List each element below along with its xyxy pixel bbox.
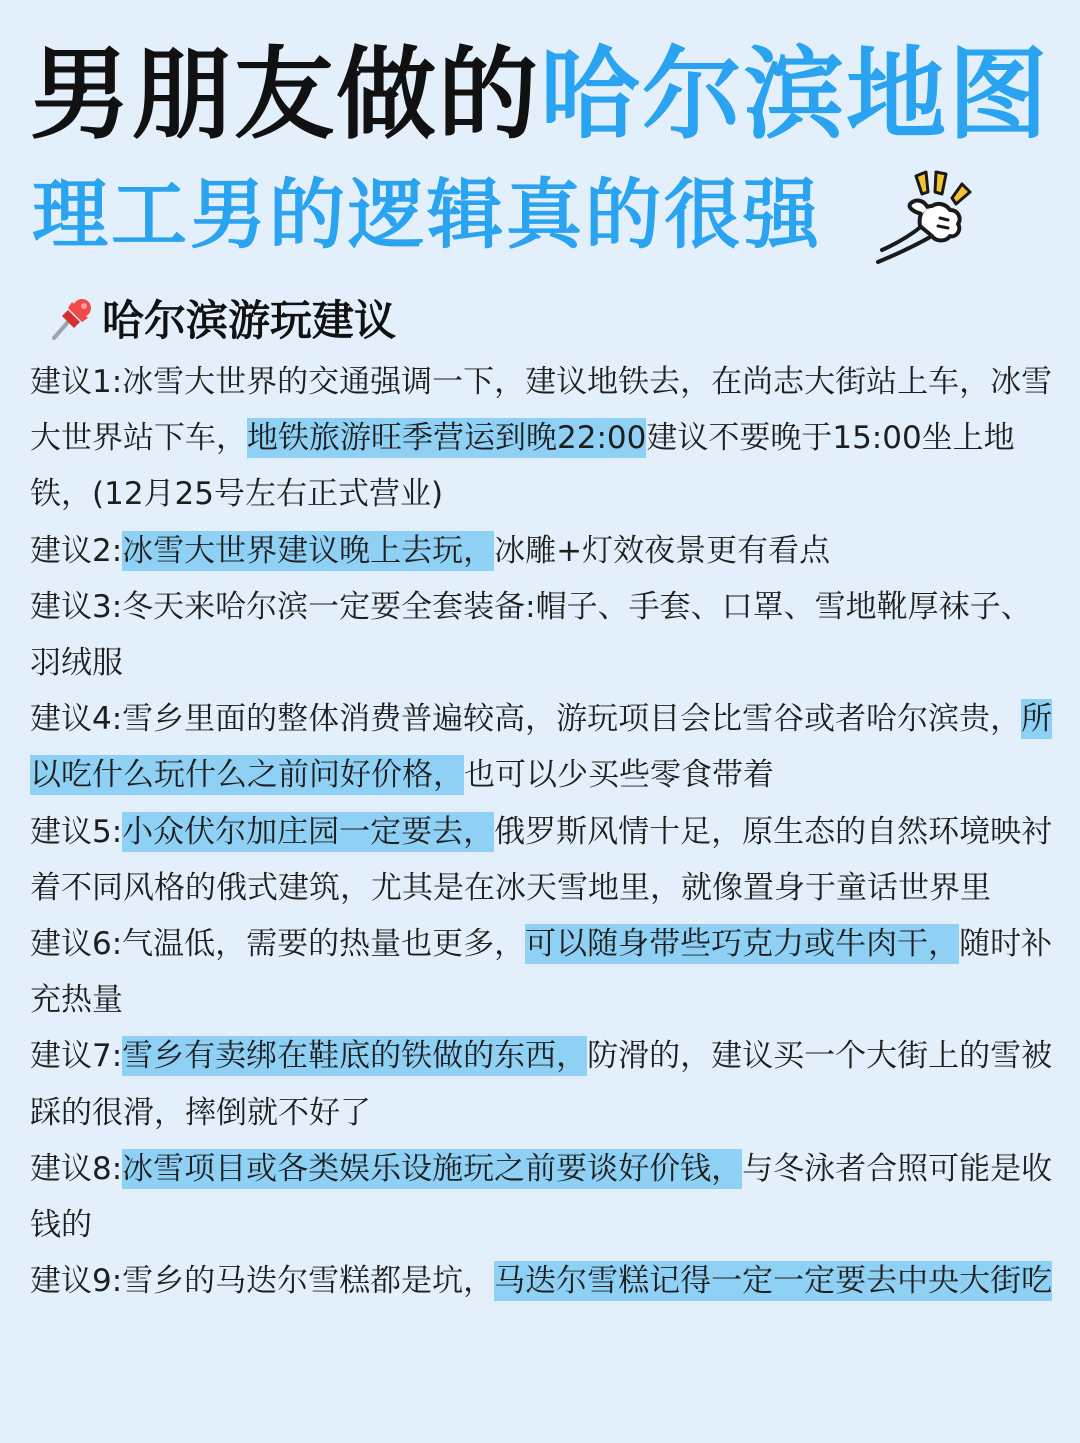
section-heading xyxy=(46,288,396,348)
tip-item xyxy=(30,1141,1060,1253)
page-title xyxy=(30,36,1050,153)
tip-text: 雪乡的马迭尔雪糕都是坑， xyxy=(122,1263,495,1300)
tip-text: 防滑的，建议买一个大街上的雪被踩的很滑，摔倒就不好了 xyxy=(30,1038,1053,1131)
title-black: 男朋友做的 xyxy=(30,36,540,153)
tip-prefix: 建议3: xyxy=(30,588,123,625)
tip-highlight: 雪乡有卖绑在鞋底的铁做的东西， xyxy=(122,1038,588,1075)
tip-highlight: 所以吃什么玩什么之前问好价格， xyxy=(30,701,1053,794)
tip-text: 也可以少买些零食带着 xyxy=(464,757,774,794)
tip-prefix: 建议1: xyxy=(30,364,123,400)
tip-item xyxy=(30,354,1060,523)
tip-highlight: 可以随身带些巧克力或牛肉干， xyxy=(525,926,960,963)
tip-text: 与冬泳者合照可能是收钱的 xyxy=(30,1150,1053,1244)
tip-text: 俄罗斯风情十足，原生态的自然环境映衬着不同风格的俄式建筑，尤其是在冰天雪地里，就像置身于童话世界里 xyxy=(30,813,1053,906)
tips-list xyxy=(30,354,1060,1309)
tip-item xyxy=(30,916,1060,1028)
tip-highlight: 地铁旅游旺季营运到晚22:00 xyxy=(247,420,647,457)
tip-prefix: 建议4: xyxy=(30,701,123,738)
tip-text: 冰雕+灯效夜景更有看点 xyxy=(494,532,831,569)
tip-item xyxy=(30,1253,1060,1309)
tip-text: 气温低，需要的热量也更多， xyxy=(122,926,526,963)
tip-text: 随时补充热量 xyxy=(30,926,1053,1019)
tip-prefix: 建议6: xyxy=(30,926,123,963)
tip-prefix: 建议2: xyxy=(30,532,123,569)
tip-prefix: 建议8: xyxy=(30,1150,123,1187)
tip-highlight: 冰雪大世界建议晚上去玩， xyxy=(122,532,495,569)
pushpin-icon xyxy=(46,292,98,344)
thumbs-up-icon xyxy=(872,162,982,270)
tip-prefix: 建议9: xyxy=(30,1263,123,1300)
tip-text: 建议不要晚于15:00坐上地铁，(12月25号左右正式营业) xyxy=(30,420,1015,513)
tip-text: 冰雪大世界的交通强调一下，建议地铁去，在尚志大街站上车，冰雪大世界站下车， xyxy=(30,364,1053,457)
tip-highlight: 冰雪项目或各类娱乐设施玩之前要谈好价钱， xyxy=(122,1150,743,1187)
page-subtitle: 理工男的逻辑真的很强 xyxy=(32,170,822,259)
tip-item xyxy=(30,523,1060,579)
section-title: 哈尔滨游玩建议 xyxy=(102,296,397,345)
tip-highlight: 马迭尔雪糕记得一定一定要去中央大街吃 xyxy=(494,1263,1053,1300)
tip-item xyxy=(30,691,1060,803)
tip-prefix: 建议7: xyxy=(30,1038,123,1075)
title-blue: 哈尔滨地图 xyxy=(540,36,1050,153)
tip-text: 冬天来哈尔滨一定要全套装备:帽子、手套、口罩、雪地靴厚袜子、羽绒服 xyxy=(30,588,1032,682)
tip-item xyxy=(30,1028,1060,1140)
tip-highlight: 小众伏尔加庄园一定要去， xyxy=(122,813,495,850)
tip-prefix: 建议5: xyxy=(30,813,123,850)
tip-text: 雪乡里面的整体消费普遍较高，游玩项目会比雪谷或者哈尔滨贵， xyxy=(122,701,1022,738)
tip-item xyxy=(30,804,1060,916)
tip-item xyxy=(30,579,1060,691)
